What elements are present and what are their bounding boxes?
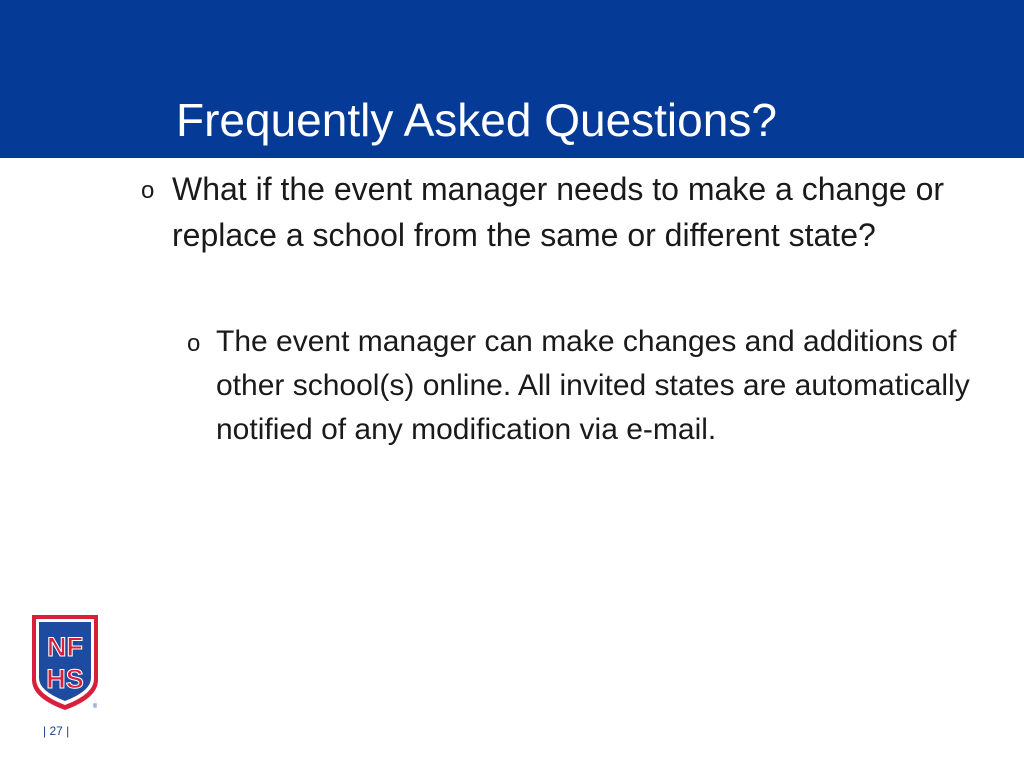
sub-bullet-marker-icon: o	[187, 330, 201, 357]
nfhs-logo	[29, 612, 101, 712]
bullet-marker-icon: o	[141, 177, 155, 204]
slide-title: Frequently Asked Questions?	[176, 94, 777, 146]
page-number: | 27 |	[43, 724, 70, 738]
answer-text: The event manager can make changes and additions of other school(s) online. All invited states are automatically notified of any modification via e-mail.	[216, 325, 970, 446]
logo-text-bottom: HS	[46, 664, 84, 694]
question-bullet	[141, 166, 992, 258]
question-text: What if the event manager needs to make a change or replace a school from the same or different state?	[172, 171, 945, 253]
answer-bullet	[187, 320, 996, 452]
logo-text-top: NF	[47, 632, 83, 662]
logo-registered-mark: ®	[92, 704, 98, 710]
